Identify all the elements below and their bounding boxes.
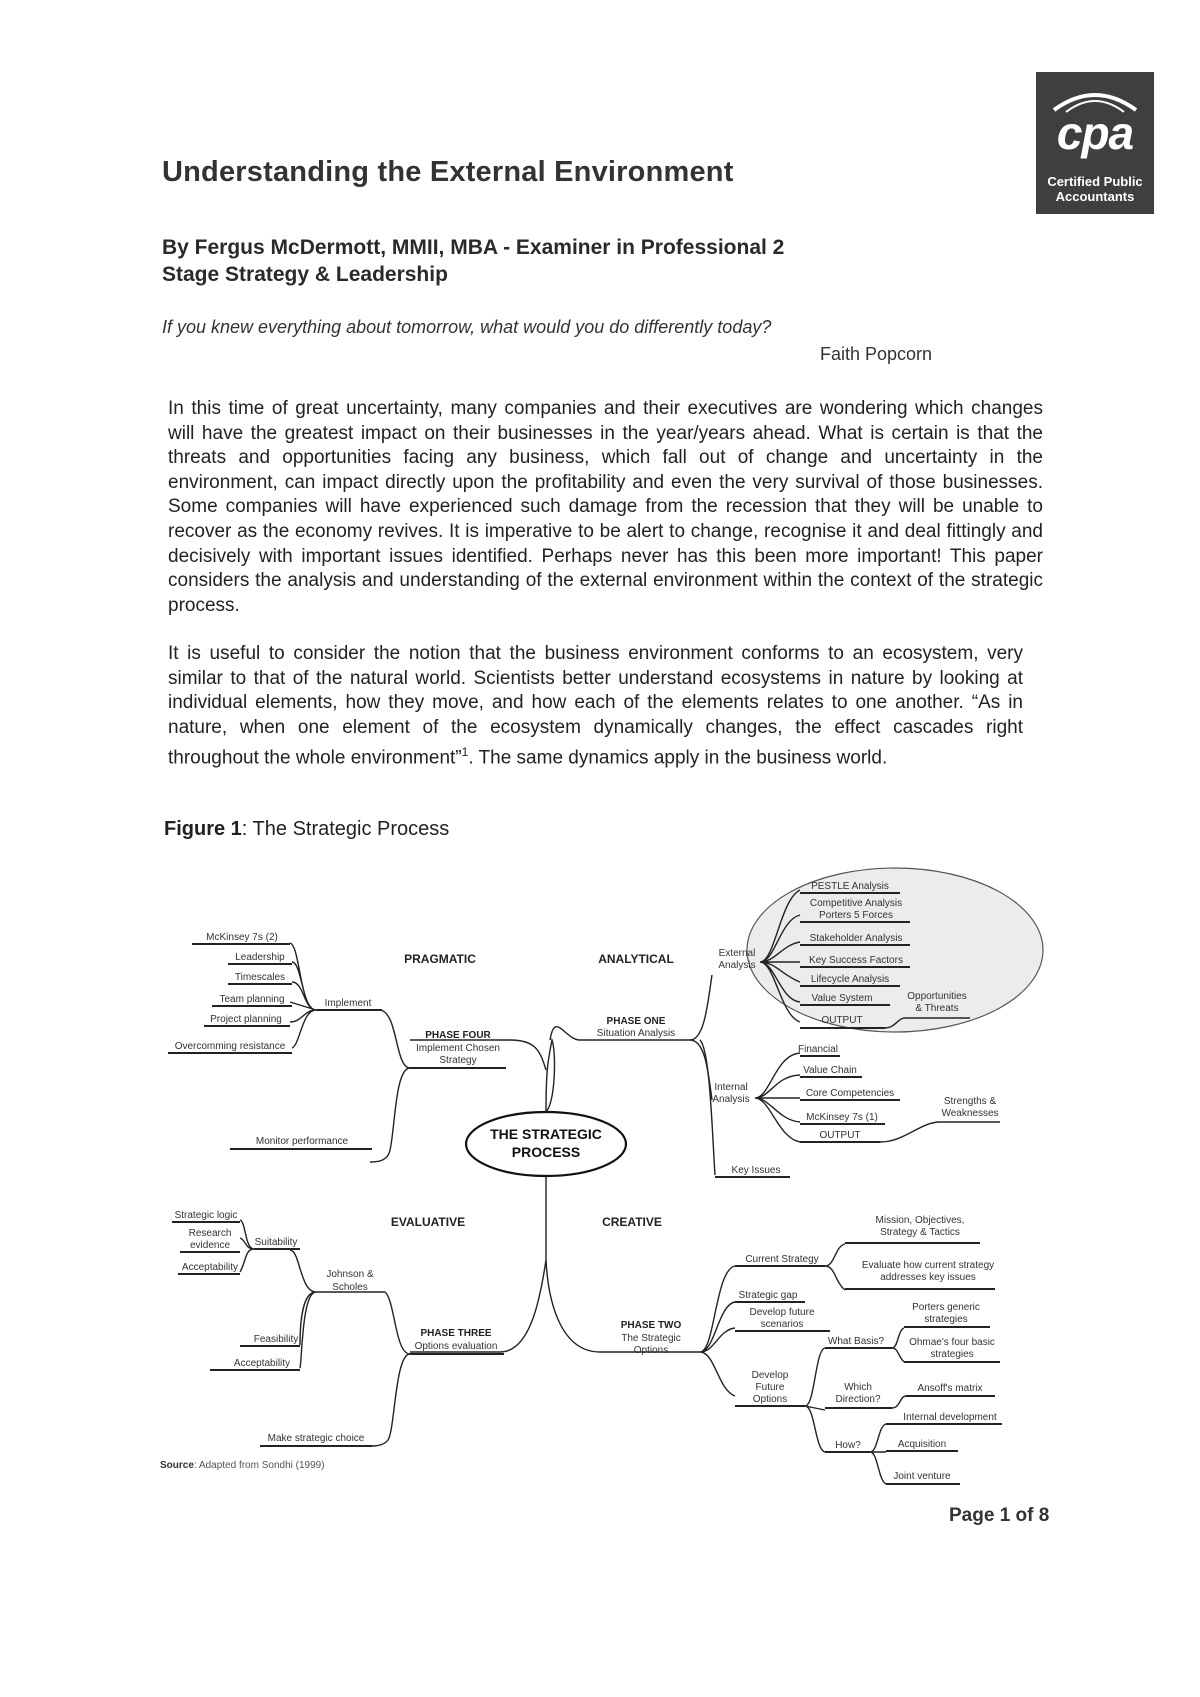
external-node-1: External xyxy=(718,948,756,959)
int-core: Core Competencies xyxy=(805,1088,895,1099)
prag-project: Project planning xyxy=(210,1014,282,1025)
paragraph-2-tail: . The same dynamics apply in the business world. xyxy=(468,747,888,769)
phase-three-down xyxy=(372,1354,410,1446)
center-label-2: PROCESS xyxy=(511,1144,581,1160)
eval-make-choice: Make strategic choice xyxy=(267,1433,365,1444)
ext-lifecycle: Lifecycle Analysis xyxy=(810,974,890,985)
eval-johnson-1: Johnson & xyxy=(326,1269,374,1280)
quadrant-pragmatic: PRAGMATIC xyxy=(404,952,476,966)
epigraph-author: Faith Popcorn xyxy=(820,344,933,364)
cre-ohmae-1: Ohmae's four basic xyxy=(909,1337,995,1348)
cre-mission-2: Strategy & Tactics xyxy=(880,1227,960,1238)
trunk-up xyxy=(546,1040,554,1112)
quadrant-analytical: ANALYTICAL xyxy=(598,952,674,966)
cre-what-basis: What Basis? xyxy=(827,1336,885,1347)
paragraph-2-text: It is useful to consider the notion that the business environment conforms to an ecosystem, very similar to that of the natural world. Scientists better understand ecosystems in nature by looking at individual elements, how they move, and how each of the elements relates to one another. “As in nature, when one element of the ecosystem dynamically changes, the effect cascades right throughout the whole environment” xyxy=(168,643,1023,769)
cre-current-strategy: Current Strategy xyxy=(745,1254,819,1265)
page-number: Page 1 of 8 xyxy=(949,1505,1050,1526)
int-sw-1: Strengths & xyxy=(943,1096,997,1107)
figure-label: Figure 1 xyxy=(164,818,242,840)
cre-dfo-3: Options xyxy=(752,1394,788,1405)
eval-strategic-logic: Strategic logic xyxy=(174,1210,238,1221)
which-to-ansoff xyxy=(892,1396,906,1408)
phase-one-sub: Situation Analysis xyxy=(596,1028,676,1039)
ext-opp-1: Opportunities xyxy=(907,991,967,1002)
prag-mckinsey: McKinsey 7s (2) xyxy=(206,932,278,943)
body-paragraph-1: In this time of great uncertainty, many companies and their executives are wondering which changes will have the greatest impact on their businesses in the year/years ahead. What is certain is that the threats and opportunities facing any business, which fall out of change and uncertainty in the environment, can impact directly upon the profitability and even the very survival of those businesses. Some companies will have experienced such damage from the recession that they will be unable to recover as the economy revives. It is imperative to be alert to change, recognise it and deal fittingly and decisively with important issues identified. Perhaps never has this been more important! This paper considers the analysis and understanding of the external environment within the context of the strategic process. xyxy=(168,398,1043,616)
prag-timescales: Timescales xyxy=(234,972,286,983)
ext-stakeholder: Stakeholder Analysis xyxy=(809,933,903,944)
int-mckinsey: McKinsey 7s (1) xyxy=(806,1112,878,1123)
int-financial: Financial xyxy=(797,1044,839,1055)
eval-feasibility: Feasibility xyxy=(253,1334,299,1345)
phase-two-sub-2: Options xyxy=(633,1345,669,1356)
cre-develop-sc-2: scenarios xyxy=(760,1319,804,1330)
cre-ansoff: Ansoff's matrix xyxy=(917,1383,983,1394)
cre-ohmae-2: strategies xyxy=(930,1349,974,1360)
cre-strategic-gap: Strategic gap xyxy=(738,1290,798,1301)
external-node-2: Analysis xyxy=(718,960,756,971)
page-title: Understanding the External Environment xyxy=(162,156,734,188)
cre-acquisition: Acquisition xyxy=(897,1439,947,1450)
cre-develop-sc-1: Develop future xyxy=(749,1307,815,1318)
byline-line2: Stage Strategy & Leadership xyxy=(162,263,448,286)
key-issues: Key Issues xyxy=(731,1165,781,1176)
ext-porters5: Porters 5 Forces xyxy=(819,910,893,921)
phase-two-title: PHASE TWO xyxy=(620,1320,682,1331)
phase-one-title: PHASE ONE xyxy=(606,1016,666,1027)
phase-one-to-keyissues xyxy=(700,1040,715,1175)
quadrant-evaluative: EVALUATIVE xyxy=(390,1215,466,1229)
phase-two-fan xyxy=(700,1266,735,1396)
epigraph-quote: If you knew everything about tomorrow, what would you do differently today? xyxy=(162,317,772,337)
ext-output: OUTPUT xyxy=(821,1015,863,1026)
int-output: OUTPUT xyxy=(819,1130,861,1141)
prag-leadership: Leadership xyxy=(235,952,285,963)
phase-three-title: PHASE THREE xyxy=(420,1328,492,1339)
johnson-fan xyxy=(290,1250,316,1368)
cre-internal-dev: Internal development xyxy=(903,1412,997,1423)
phase-four-down xyxy=(370,1068,410,1162)
eval-research-2: evidence xyxy=(189,1240,231,1251)
phase-three-sub: Options evaluation xyxy=(414,1341,498,1352)
implement-fan xyxy=(290,943,316,1048)
eval-johnson-2: Scholes xyxy=(332,1282,368,1293)
cre-dfo-1: Develop xyxy=(751,1370,789,1381)
prag-team: Team planning xyxy=(219,994,285,1005)
phase-four-up xyxy=(380,1010,410,1068)
ext-pestle: PESTLE Analysis xyxy=(811,881,889,892)
footnote-ref: 1 xyxy=(461,745,469,760)
center-label-1: THE STRATEGIC xyxy=(490,1126,602,1142)
cre-porters-1: Porters generic xyxy=(912,1302,980,1313)
cre-porters-2: strategies xyxy=(924,1314,968,1325)
cre-dfo-2: Future xyxy=(755,1382,785,1393)
logo-wordmark: cpa xyxy=(1056,107,1134,159)
what-basis-fan xyxy=(892,1328,904,1362)
how-fan xyxy=(870,1424,886,1484)
logo-line2: Accountants xyxy=(1055,189,1135,204)
phase-two-sub-1: The Strategic xyxy=(621,1333,681,1344)
phase-four-sub-2: Strategy xyxy=(439,1055,477,1066)
prag-monitor: Monitor performance xyxy=(255,1136,349,1147)
internal-fan xyxy=(755,1053,800,1142)
source-text: : Adapted from Sondhi (1999) xyxy=(193,1460,325,1471)
internal-node-2: Analysis xyxy=(712,1094,750,1105)
cre-evaluate-1: Evaluate how current strategy xyxy=(861,1260,995,1271)
prag-overcoming: Overcomming resistance xyxy=(174,1041,286,1052)
source-label: Source xyxy=(160,1460,194,1471)
dfo-fan xyxy=(805,1348,825,1452)
phase-one-to-internal xyxy=(690,1040,712,1100)
figure-source xyxy=(160,1460,325,1471)
int-sw-2: Weaknesses xyxy=(941,1108,999,1119)
byline-line1: By Fergus McDermott, MMII, MBA - Examiner in Professional 2 xyxy=(162,236,785,259)
int-output-to-sw xyxy=(880,1122,1000,1142)
ext-opp-2: & Threats xyxy=(915,1003,959,1014)
phase-one-to-external xyxy=(690,975,712,1040)
phase-four-title: PHASE FOUR xyxy=(425,1030,491,1041)
prag-implement: Implement xyxy=(324,998,372,1009)
ext-value-system: Value System xyxy=(811,993,873,1004)
phase-four-sub-1: Implement Chosen xyxy=(416,1043,500,1054)
eval-suitability: Suitability xyxy=(254,1237,298,1248)
cre-which-2: Direction? xyxy=(835,1394,881,1405)
cre-evaluate-2: addresses key issues xyxy=(880,1272,976,1283)
logo-line1: Certified Public xyxy=(1047,174,1143,189)
cre-joint-venture: Joint venture xyxy=(893,1471,951,1482)
cre-how: How? xyxy=(835,1440,861,1451)
internal-node-1: Internal xyxy=(714,1082,748,1093)
eval-acceptability-2: Acceptability xyxy=(233,1358,291,1369)
suitability-fan xyxy=(240,1220,254,1272)
ext-ksf: Key Success Factors xyxy=(809,955,903,966)
phase-three-up xyxy=(316,1292,410,1354)
int-value-chain: Value Chain xyxy=(803,1065,857,1076)
quadrant-creative: CREATIVE xyxy=(602,1215,662,1229)
figure-caption-text: : The Strategic Process xyxy=(241,818,450,840)
cre-which-1: Which xyxy=(844,1382,872,1393)
ext-competitive: Competitive Analysis xyxy=(809,898,903,909)
cre-mission-1: Mission, Objectives, xyxy=(875,1215,965,1226)
current-strategy-fan xyxy=(825,1244,845,1290)
eval-research-1: Research xyxy=(188,1228,232,1239)
eval-acceptability-1: Acceptability xyxy=(181,1262,239,1273)
